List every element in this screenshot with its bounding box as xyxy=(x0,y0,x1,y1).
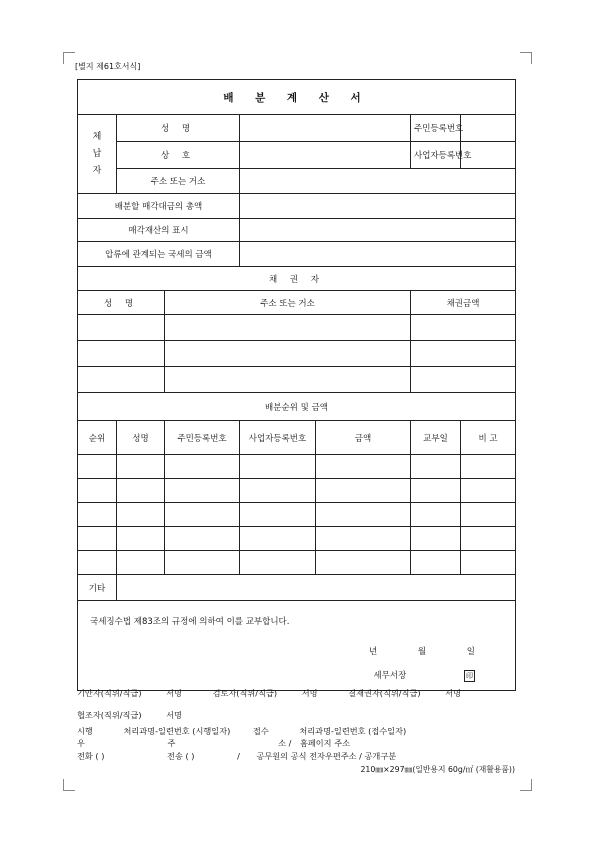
address-label-part2: 소 / xyxy=(278,738,292,748)
table-cell[interactable] xyxy=(411,503,461,527)
other-value[interactable] xyxy=(117,575,516,601)
table-cell[interactable] xyxy=(411,455,461,479)
crop-mark xyxy=(63,52,75,53)
resident-id-label: 주민등록번호 xyxy=(411,115,461,142)
table-cell[interactable] xyxy=(316,503,411,527)
statement-block xyxy=(78,601,516,691)
separator: / xyxy=(237,751,240,761)
table-cell[interactable] xyxy=(240,479,316,503)
form-number-label: [별지 제61호서식] xyxy=(75,62,141,71)
creditor-address-header: 주소 또는 거소 xyxy=(165,291,411,315)
table-cell[interactable] xyxy=(165,551,240,575)
business-id-label: 사업자등록번호 xyxy=(411,142,461,169)
table-cell[interactable] xyxy=(165,503,240,527)
footer-address-line xyxy=(77,738,350,749)
homepage-label: 홈페이지 주소 xyxy=(299,738,351,748)
table-cell[interactable] xyxy=(78,527,117,551)
signature-label: 서명 xyxy=(301,688,318,698)
crop-mark xyxy=(531,779,532,791)
table-cell[interactable] xyxy=(165,479,240,503)
paper-size-note: 210㎜×297㎜(일반용지 60g/㎡ (재활용품)) xyxy=(360,765,515,774)
distribution-statement-form xyxy=(77,79,516,691)
table-cell[interactable] xyxy=(165,455,240,479)
signature-label: 서명 xyxy=(166,710,182,720)
form-title: 배 분 계 산 서 xyxy=(78,80,516,115)
table-cell[interactable] xyxy=(411,527,461,551)
rank-header: 순위 xyxy=(78,421,117,455)
resident-id-value[interactable] xyxy=(461,115,516,142)
table-cell[interactable] xyxy=(117,479,165,503)
table-cell[interactable] xyxy=(240,455,316,479)
table-cell[interactable] xyxy=(117,551,165,575)
creditor-amount-cell[interactable] xyxy=(411,367,516,393)
signature-label: 서명 xyxy=(166,688,182,698)
month-label: 월 xyxy=(417,647,427,657)
table-cell[interactable] xyxy=(78,455,117,479)
creditor-address-cell[interactable] xyxy=(165,367,411,393)
table-cell[interactable] xyxy=(316,527,411,551)
dist-date-header: 교부일 xyxy=(411,421,461,455)
table-cell[interactable] xyxy=(78,551,117,575)
table-cell[interactable] xyxy=(165,527,240,551)
crop-mark xyxy=(63,790,75,791)
table-cell[interactable] xyxy=(240,551,316,575)
footer-enforcement-line xyxy=(77,726,406,737)
statement-text: 국세징수법 제83조의 규정에 의하여 이를 교부합니다. xyxy=(90,617,290,627)
creditor-amount-header: 채권금액 xyxy=(411,291,516,315)
approver-label: 결재권자(직위/직급) xyxy=(348,688,421,698)
creditor-name-cell[interactable] xyxy=(78,341,165,367)
table-cell[interactable] xyxy=(316,455,411,479)
trade-name-value[interactable] xyxy=(240,142,411,169)
signer-line xyxy=(90,669,503,682)
dist-name-header: 성명 xyxy=(117,421,165,455)
dist-business-id-header: 사업자등록번호 xyxy=(240,421,316,455)
table-cell[interactable] xyxy=(316,551,411,575)
table-cell[interactable] xyxy=(117,527,165,551)
creditor-address-cell[interactable] xyxy=(165,315,411,341)
footer-cooperation-line xyxy=(77,710,182,721)
name-label: 성 명 xyxy=(117,115,240,142)
total-amount-value[interactable] xyxy=(240,194,516,219)
seizure-tax-value[interactable] xyxy=(240,242,516,267)
creditor-amount-cell[interactable] xyxy=(411,341,516,367)
name-value[interactable] xyxy=(240,115,411,142)
creditor-name-cell[interactable] xyxy=(78,367,165,393)
creditor-name-header: 성 명 xyxy=(78,291,165,315)
footer-approval-line xyxy=(77,688,461,699)
creditor-name-cell[interactable] xyxy=(78,315,165,341)
table-cell[interactable] xyxy=(461,527,516,551)
dist-resident-id-header: 주민등록번호 xyxy=(165,421,240,455)
address-value[interactable] xyxy=(240,169,516,194)
cooperator-label: 협조자(직위/직급) xyxy=(77,710,142,720)
email-label: 공무원의 공식 전자우편주소 / 공개구분 xyxy=(256,751,397,761)
table-cell[interactable] xyxy=(461,479,516,503)
table-cell[interactable] xyxy=(461,455,516,479)
table-cell[interactable] xyxy=(240,503,316,527)
dist-amount-header: 금액 xyxy=(316,421,411,455)
crop-mark xyxy=(63,52,64,64)
table-cell[interactable] xyxy=(411,551,461,575)
table-cell[interactable] xyxy=(78,503,117,527)
creditor-header: 채 권 자 xyxy=(78,267,516,291)
fax-label: 전송 ( ) xyxy=(167,751,195,761)
dist-remarks-header: 비 고 xyxy=(461,421,516,455)
table-cell[interactable] xyxy=(78,479,117,503)
reviewer-label: 검토자(직위/직급) xyxy=(212,688,278,698)
receipt-serial-label: 처리과명-일련번호 (접수일자) xyxy=(299,726,407,736)
table-cell[interactable] xyxy=(240,527,316,551)
payer-group-label: 체 납 자 xyxy=(78,115,117,194)
postal-label: 우 xyxy=(77,738,85,748)
table-cell[interactable] xyxy=(461,503,516,527)
address-label: 주소 또는 거소 xyxy=(117,169,240,194)
day-label: 일 xyxy=(466,647,475,657)
creditor-address-cell[interactable] xyxy=(165,341,411,367)
total-amount-label: 배분할 매각대금의 총액 xyxy=(78,194,240,219)
crop-mark xyxy=(63,779,64,791)
date-line xyxy=(90,645,503,657)
other-label: 기타 xyxy=(78,575,117,601)
signer-label: 세무서장 xyxy=(373,671,407,681)
receipt-label: 접수 xyxy=(252,726,269,736)
signature-label: 서명 xyxy=(445,688,461,698)
dept-serial-label: 처리과명-일련번호 (시행일자) xyxy=(123,726,231,736)
crop-mark xyxy=(531,52,532,64)
trade-name-label: 상 호 xyxy=(117,142,240,169)
footer-contact-line xyxy=(77,751,396,762)
drafter-label: 기안자(직위/직급) xyxy=(77,688,142,698)
seizure-tax-label: 압류에 관계되는 국세의 금액 xyxy=(78,242,240,267)
table-cell[interactable] xyxy=(411,479,461,503)
property-value[interactable] xyxy=(240,219,516,242)
property-label: 매각재산의 표시 xyxy=(78,219,240,242)
phone-label: 전화 ( ) xyxy=(77,751,105,761)
distribution-header: 배분순위 및 금액 xyxy=(78,393,516,421)
table-cell[interactable] xyxy=(117,455,165,479)
year-label: 년 xyxy=(368,647,378,657)
address-label-part1: 주 xyxy=(167,738,176,748)
table-cell[interactable] xyxy=(117,503,165,527)
creditor-amount-cell[interactable] xyxy=(411,315,516,341)
table-cell[interactable] xyxy=(461,551,516,575)
seal-mark: 印 xyxy=(466,672,473,680)
enforcement-label: 시행 xyxy=(77,726,93,736)
table-cell[interactable] xyxy=(316,479,411,503)
